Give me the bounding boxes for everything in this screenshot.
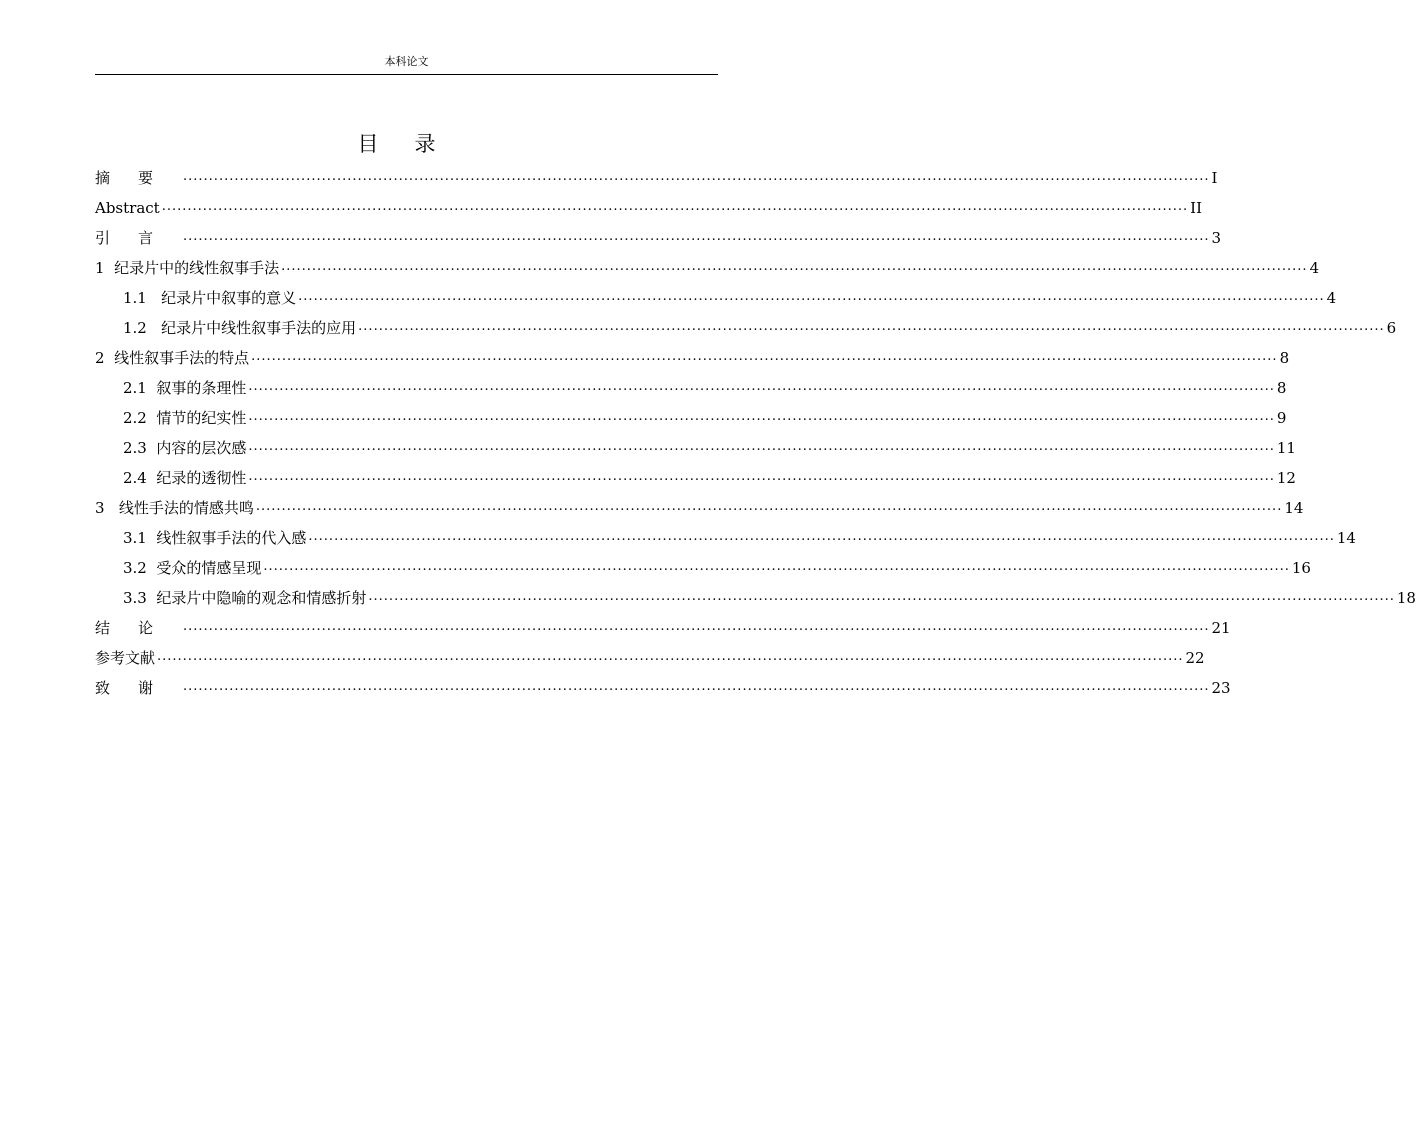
toc-entry[interactable] — [95, 523, 1356, 553]
toc-entry-label: 2.2 情节的纪实性 — [123, 409, 247, 427]
toc-entry-label: Abstract — [95, 199, 160, 217]
toc-leader-dots: ........................................................................................................................................................................................................ — [183, 169, 1210, 184]
toc-entry-label: 引言 — [95, 229, 182, 247]
toc-entry-label: 3.3 纪录片中隐喻的观念和情感折射 — [123, 589, 367, 607]
toc-entry-page: 9 — [1276, 409, 1287, 427]
toc-entry-page: II — [1190, 199, 1203, 217]
toc-entry[interactable] — [95, 463, 1296, 493]
toc-entry-label: 参考文献 — [95, 649, 156, 667]
toc-entry-label: 1.1 纪录片中叙事的意义 — [123, 289, 297, 307]
toc-entry[interactable] — [95, 223, 1222, 253]
toc-entry-label: 1.2 纪录片中线性叙事手法的应用 — [123, 319, 357, 337]
toc-entry[interactable] — [95, 193, 1203, 223]
toc-entry-page: 14 — [1336, 529, 1356, 547]
toc-entry[interactable] — [95, 313, 1397, 343]
toc-entry-page: 18 — [1396, 589, 1416, 607]
toc-leader-dots: ........................................................................................................................................................................................................ — [248, 379, 1275, 394]
toc-entry[interactable] — [95, 373, 1287, 403]
toc-entry-label: 3 线性手法的情感共鸣 — [95, 499, 254, 517]
toc-entry-page: 4 — [1326, 289, 1337, 307]
toc-entry-page: 22 — [1185, 649, 1205, 667]
toc-entry-page: 8 — [1279, 349, 1290, 367]
toc-leader-dots: ........................................................................................................................................................................................................ — [183, 229, 1210, 244]
toc-entry-label: 2.1 叙事的条理性 — [123, 379, 247, 397]
toc-entry[interactable] — [95, 403, 1287, 433]
toc-entry-page: I — [1211, 169, 1218, 187]
toc-entry-label: 摘要 — [95, 169, 182, 187]
toc-entry[interactable] — [95, 433, 1296, 463]
toc-leader-dots: ........................................................................................................................................................................................................ — [308, 529, 1335, 544]
toc-leader-dots: ........................................................................................................................................................................................................ — [298, 289, 1325, 304]
toc-entry-page: 11 — [1276, 439, 1296, 457]
toc-leader-dots: ........................................................................................................................................................................................................ — [255, 499, 1283, 514]
toc-entry[interactable] — [95, 283, 1337, 313]
toc-leader-dots: ........................................................................................................................................................................................................ — [157, 649, 1184, 664]
toc-entry-label: 2 线性叙事手法的特点 — [95, 349, 250, 367]
toc-entry-page: 23 — [1211, 679, 1231, 697]
toc-entry[interactable] — [95, 343, 1290, 373]
page-header — [95, 54, 718, 75]
toc-entry-page: 3 — [1211, 229, 1222, 247]
toc-entry-page: 4 — [1309, 259, 1320, 277]
toc-entry-label: 2.3 内容的层次感 — [123, 439, 247, 457]
toc-leader-dots: ........................................................................................................................................................................................................ — [183, 679, 1210, 694]
toc-entry-page: 16 — [1291, 559, 1311, 577]
toc-entry[interactable] — [95, 553, 1311, 583]
toc-entry[interactable] — [95, 163, 1218, 193]
toc-entry-page: 8 — [1276, 379, 1287, 397]
toc-entry-label: 2.4 纪录的透彻性 — [123, 469, 247, 487]
toc-leader-dots: ........................................................................................................................................................................................................ — [263, 559, 1290, 574]
toc-leader-dots: ........................................................................................................................................................................................................ — [183, 619, 1210, 634]
toc-entry[interactable] — [95, 673, 1231, 703]
toc-entry-label: 3.1 线性叙事手法的代入感 — [123, 529, 307, 547]
toc-leader-dots: ........................................................................................................................................................................................................ — [281, 259, 1308, 274]
toc-entry-page: 12 — [1276, 469, 1296, 487]
toc-entry-label: 3.2 受众的情感呈现 — [123, 559, 262, 577]
toc-entry-page: 21 — [1211, 619, 1231, 637]
toc-leader-dots: ........................................................................................................................................................................................................ — [248, 469, 1275, 484]
toc-entry-page: 6 — [1386, 319, 1397, 337]
toc-entry-label: 结论 — [95, 619, 182, 637]
table-of-contents — [95, 163, 1416, 703]
toc-leader-dots: ........................................................................................................................................................................................................ — [251, 349, 1278, 364]
toc-entry-label: 1 纪录片中的线性叙事手法 — [95, 259, 280, 277]
toc-entry[interactable] — [95, 253, 1320, 283]
toc-entry[interactable] — [95, 643, 1205, 673]
toc-leader-dots: ........................................................................................................................................................................................................ — [368, 589, 1395, 604]
toc-entry[interactable] — [95, 583, 1416, 613]
toc-leader-dots: ........................................................................................................................................................................................................ — [358, 319, 1385, 334]
toc-entry[interactable] — [95, 493, 1304, 523]
toc-entry-label: 致谢 — [95, 679, 182, 697]
toc-leader-dots: ........................................................................................................................................................................................................ — [248, 439, 1275, 454]
toc-leader-dots: ........................................................................................................................................................................................................ — [161, 199, 1189, 214]
toc-title: 目录 — [357, 132, 472, 156]
header-text: 本科论文 — [384, 55, 429, 68]
toc-leader-dots: ........................................................................................................................................................................................................ — [248, 409, 1275, 424]
toc-entry[interactable] — [95, 613, 1231, 643]
toc-entry-page: 14 — [1284, 499, 1304, 517]
